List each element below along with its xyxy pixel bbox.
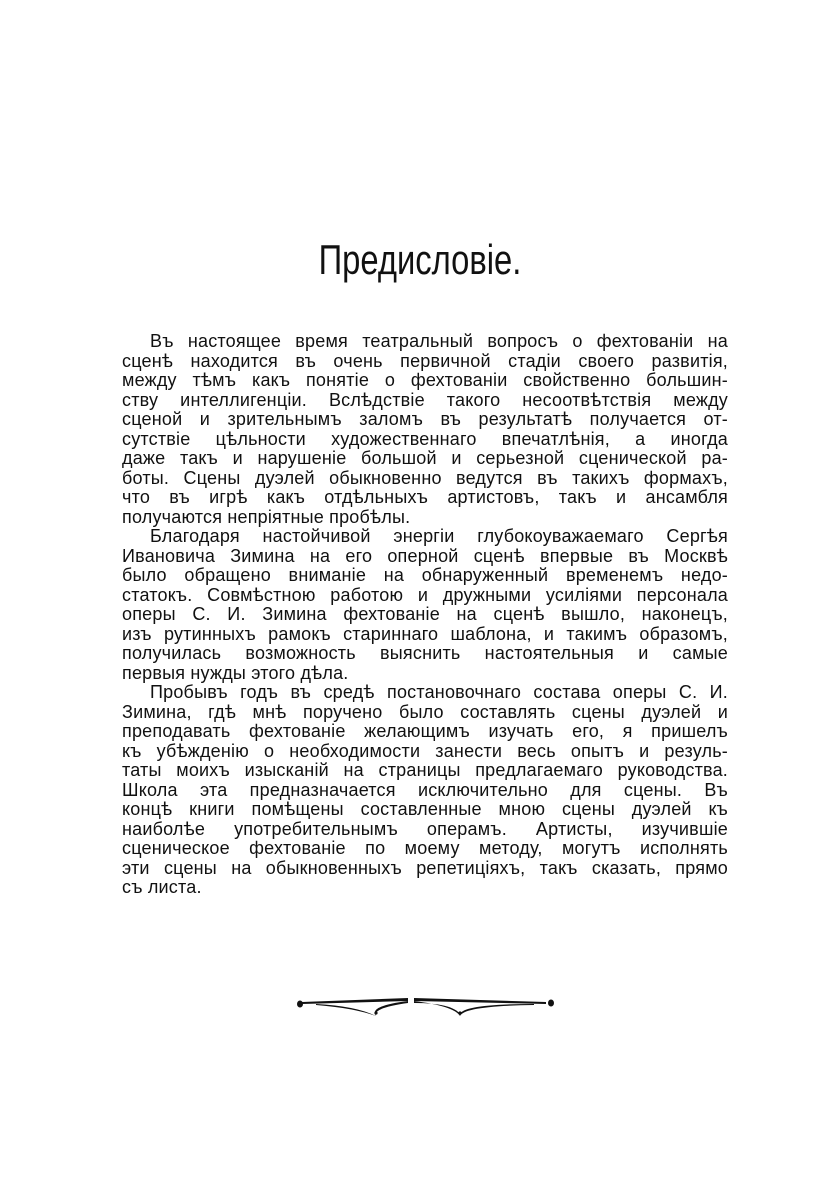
text-line: что въ игрѣ какъ отдѣльныхъ артистовъ, такъ и ансамбля (122, 487, 728, 507)
text-line: наиболѣе употребительнымъ операмъ. Артисты, изучившіе (122, 818, 728, 839)
paragraph-1 (122, 332, 728, 527)
text-line: преподавать фехтованіе желающимъ изучать его, я пришелъ (122, 721, 728, 741)
text-line: съ листа. (122, 877, 202, 897)
text-line: Пробывъ годъ въ средѣ постановочнаго состава оперы С. И. (150, 682, 728, 702)
text-line: Ивановича Зимина на его оперной сценѣ впервые въ Москвѣ (122, 545, 728, 566)
text-line: къ убѣжденію о необходимости занести весь опытъ и резуль- (122, 740, 728, 761)
scroll-ornament-icon (296, 992, 556, 1022)
text-line: сценическое фехтованіе по моему методу, могутъ исполнять (122, 838, 728, 858)
text-line: первыя нужды этого дѣла. (122, 662, 349, 683)
text-line: изъ рутинныхъ рамокъ стариннаго шаблона, и такимъ образомъ, (122, 623, 728, 644)
text-line: получаются непріятные пробѣлы. (122, 506, 411, 527)
text-line: между тѣмъ какъ понятіе о фехтованіи свойственно большин- (122, 370, 728, 390)
text-line: оперы С. И. Зимина фехтованіе на сценѣ вышло, наконецъ, (122, 604, 728, 624)
text-line: получилась возможность выяснить настоятельныя и самые (122, 643, 728, 663)
paragraph-2 (122, 527, 728, 683)
text-line: было обращено вниманіе на обнаруженный временемъ недо- (122, 565, 728, 585)
text-line: статокъ. Совмѣстною работою и дружными усиліями персонала (122, 584, 728, 605)
text-line: сутствіе цѣльности художественнаго впечатлѣнія, а иногда (122, 428, 728, 449)
text-line: Въ настоящее время театральный вопросъ о фехтованіи на (150, 331, 728, 351)
paragraph-3 (122, 683, 728, 898)
text-line: таты моихъ изысканій на страницы предлагаемаго руководства. (122, 760, 728, 780)
text-line: эти сцены на обыкновенныхъ репетиціяхъ, такъ сказать, прямо (122, 857, 728, 878)
preface-text (122, 332, 728, 898)
text-line: сценой и зрительнымъ заломъ въ результатѣ получается от- (122, 409, 728, 429)
text-line: Благодаря настойчивой энергіи глубокоуважаемаго Сергѣя (150, 526, 728, 546)
text-line: Школа эта предназначается исключительно для сцены. Въ (122, 779, 728, 800)
text-line: концѣ книги помѣщены составленные мною сцены дуэлей къ (122, 799, 728, 819)
text-line: даже такъ и нарушеніе большой и серьезной сценической ра- (122, 448, 728, 468)
text-line: Зимина, гдѣ мнѣ поручено было составлять сцены дуэлей и (122, 701, 728, 722)
text-line: ству интеллигенціи. Вслѣдствіе такого несоотвѣтствія между (122, 389, 728, 410)
text-line: сценѣ находится въ очень первичной стадіи своего развитія, (122, 350, 728, 371)
text-line: боты. Сцены дуэлей обыкновенно ведутся въ такихъ формахъ, (122, 467, 728, 488)
page-title: Предисловіе. (318, 236, 522, 283)
